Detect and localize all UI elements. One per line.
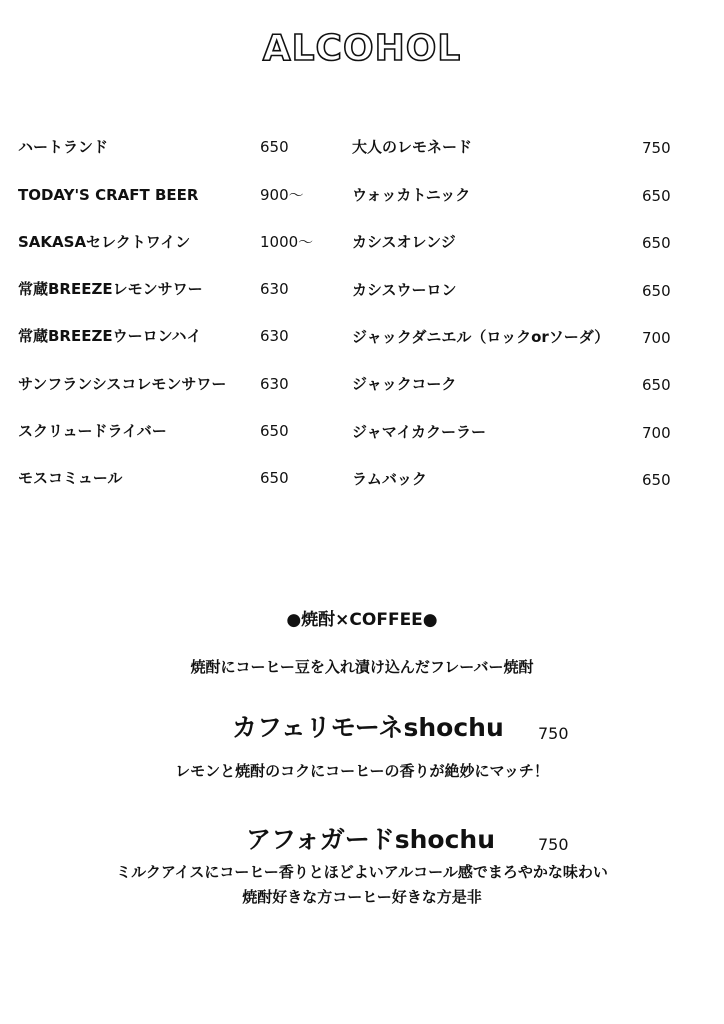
menu-item-price: 900〜 xyxy=(260,186,304,204)
menu-item-name: 常蔵BREEZEウーロンハイ xyxy=(18,327,202,345)
menu-item-name: 常蔵BREEZEレモンサワー xyxy=(18,280,203,298)
menu-item-name: ラムバック xyxy=(352,470,427,488)
featured-drink-description: 焼酎好きな方コーヒー好きな方是非 xyxy=(242,888,482,906)
featured-drink-name: カフェリモーネshochu xyxy=(232,713,504,742)
menu-item-name: ハートランド xyxy=(18,138,109,156)
menu-item-price: 650 xyxy=(642,376,671,394)
menu-item-name: モスコミュール xyxy=(18,469,123,487)
featured-drink-description: レモンと焼酎のコクにコーヒーの香りが絶妙にマッチ！ xyxy=(175,762,549,780)
menu-item-name: ジャックダニエル（ロックorソーダ） xyxy=(352,328,610,346)
featured-drink-description: ミルクアイスにコーヒー香りとほどよいアルコール感でまろやかな味わい xyxy=(116,863,608,881)
menu-item-price: 1000〜 xyxy=(260,233,314,251)
menu-item-name: TODAY'S CRAFT BEER xyxy=(18,186,199,204)
menu-item-name: ウォッカトニック xyxy=(352,186,471,204)
menu-item-name: サンフランシスコレモンサワー xyxy=(18,375,227,393)
featured-drink-price: 750 xyxy=(538,835,569,854)
menu-item-name: ジャマイカクーラー xyxy=(352,423,486,441)
featured-drink-price: 750 xyxy=(538,724,569,743)
featured-drink-name: アフォガードshochu xyxy=(246,825,496,854)
menu-item-name: 大人のレモネード xyxy=(352,138,473,156)
menu-item-price: 650 xyxy=(642,282,671,300)
menu-item-price: 700 xyxy=(642,329,671,347)
menu-item-price: 700 xyxy=(642,424,671,442)
menu-item-name: ジャックコーク xyxy=(352,375,457,393)
menu-item-name: カシスオレンジ xyxy=(352,233,456,251)
coffee-section-intro: 焼酎にコーヒー豆を入れ漬け込んだフレーバー焼酎 xyxy=(190,658,534,676)
coffee-section-heading: ●焼酎×COFFEE● xyxy=(286,610,438,630)
menu-item-price: 630 xyxy=(260,375,289,393)
menu-item-name: カシスウーロン xyxy=(352,281,457,299)
menu-item-price: 650 xyxy=(642,234,671,252)
menu-item-name: スクリュードライバー xyxy=(18,422,167,440)
menu-item-price: 650 xyxy=(642,187,671,205)
menu-item-price: 650 xyxy=(260,469,289,487)
menu-title: ALCOHOL xyxy=(262,28,462,69)
menu-item-price: 630 xyxy=(260,280,289,298)
menu-item-name: SAKASAセレクトワイン xyxy=(18,233,191,251)
menu-item-price: 650 xyxy=(260,422,289,440)
menu-item-price: 630 xyxy=(260,327,289,345)
menu-item-price: 650 xyxy=(260,138,289,156)
menu-item-price: 650 xyxy=(642,471,671,489)
menu-item-price: 750 xyxy=(642,139,671,157)
